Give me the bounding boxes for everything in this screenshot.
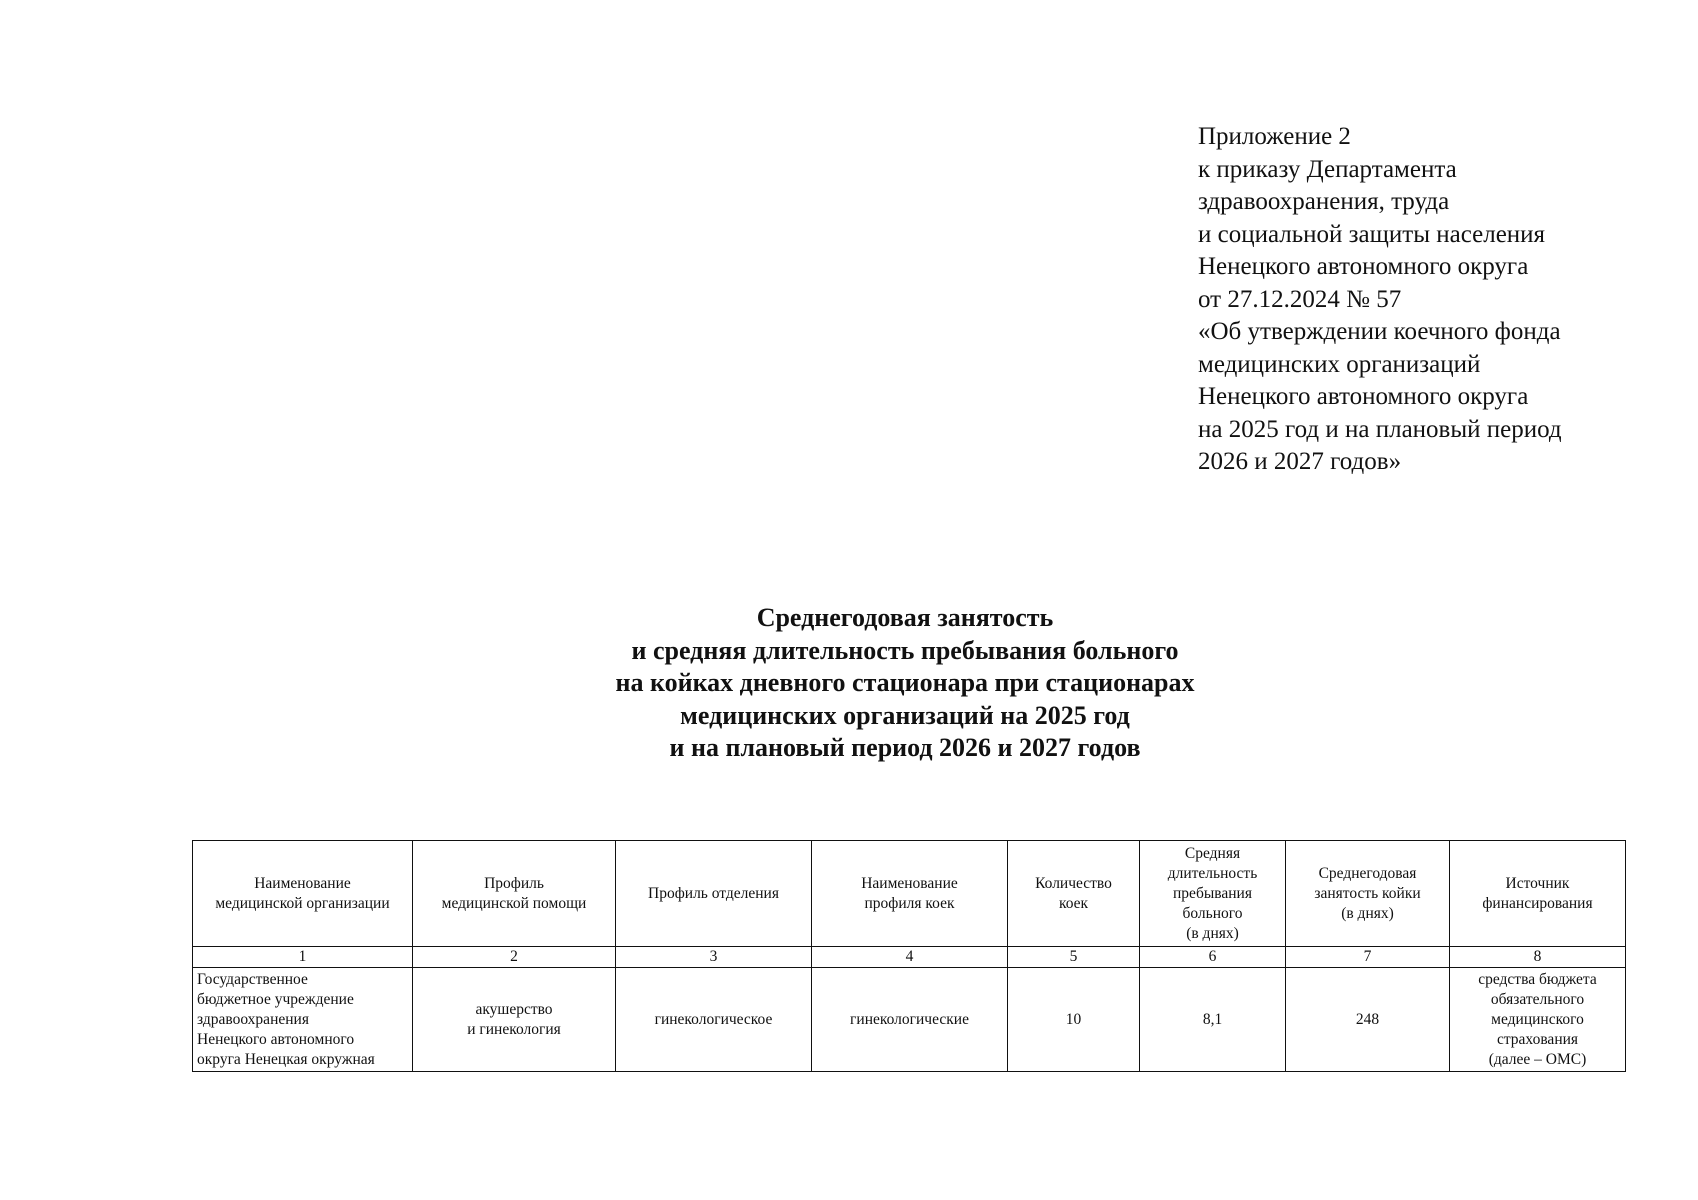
header-department-profile: Профиль отделения [616, 841, 812, 947]
appendix-line: к приказу Департамента [1198, 155, 1457, 183]
header-average-stay: Средняя длительность пребывания больного (в днях) [1140, 841, 1286, 947]
header-bed-profile-name: Наименование профиля коек [812, 841, 1008, 947]
column-number: 8 [1450, 947, 1626, 968]
appendix-line: «Об утверждении коечного фонда [1198, 318, 1561, 345]
bed-occupancy-table [192, 840, 1626, 1072]
title-line: медицинских организаций на 2025 год [680, 700, 1130, 730]
cell-bed-profile-name: гинекологические [812, 968, 1008, 1072]
appendix-line: и социальной защиты населения [1198, 220, 1546, 248]
column-number: 7 [1286, 947, 1450, 968]
title-line: и на плановый период 2026 и 2027 годов [669, 733, 1141, 762]
cell-bed-count: 10 [1008, 968, 1140, 1072]
title-line: и средняя длительность пребывания больного [631, 635, 1179, 665]
cell-org-name: Государственное бюджетное учреждение здравоохранения Ненецкого автономного округа Ненецкая окружная [193, 968, 413, 1072]
appendix-line: на 2025 год и на плановый период [1198, 415, 1562, 443]
table-row [193, 968, 1626, 1072]
appendix-line: Ненецкого автономного округа [1198, 383, 1529, 410]
cell-annual-occupancy: 248 [1286, 968, 1450, 1072]
column-number: 5 [1008, 947, 1140, 968]
column-number: 6 [1140, 947, 1286, 968]
appendix-line: Приложение 2 [1198, 123, 1351, 150]
column-number: 3 [616, 947, 812, 968]
document-title [0, 602, 1698, 765]
cell-department-profile: гинекологическое [616, 968, 812, 1072]
header-care-profile: Профиль медицинской помощи [413, 841, 616, 947]
appendix-block [1198, 121, 1562, 479]
appendix-line: 2026 и 2027 годов» [1198, 448, 1402, 475]
column-number: 4 [812, 947, 1008, 968]
cell-care-profile: акушерство и гинекология [413, 968, 616, 1072]
header-bed-count: Количество коек [1008, 841, 1140, 947]
appendix-line: здравоохранения, труда [1198, 188, 1450, 215]
column-number-row [193, 947, 1626, 968]
title-line: Среднегодовая занятость [756, 603, 1054, 632]
header-funding-source: Источник финансирования [1450, 841, 1626, 947]
cell-funding-source: средства бюджета обязательного медицинского страхования (далее – ОМС) [1450, 968, 1626, 1072]
appendix-line: от 27.12.2024 № 57 [1198, 285, 1402, 313]
header-org-name: Наименование медицинской организации [193, 841, 413, 947]
table-header-row [193, 841, 1626, 947]
appendix-line: Ненецкого автономного округа [1198, 253, 1529, 280]
column-number: 2 [413, 947, 616, 968]
column-number: 1 [193, 947, 413, 968]
title-line: на койках дневного стационара при стационарах [615, 668, 1195, 697]
header-annual-occupancy: Среднегодовая занятость койки (в днях) [1286, 841, 1450, 947]
cell-average-stay: 8,1 [1140, 968, 1286, 1072]
appendix-line: медицинских организаций [1198, 350, 1481, 378]
